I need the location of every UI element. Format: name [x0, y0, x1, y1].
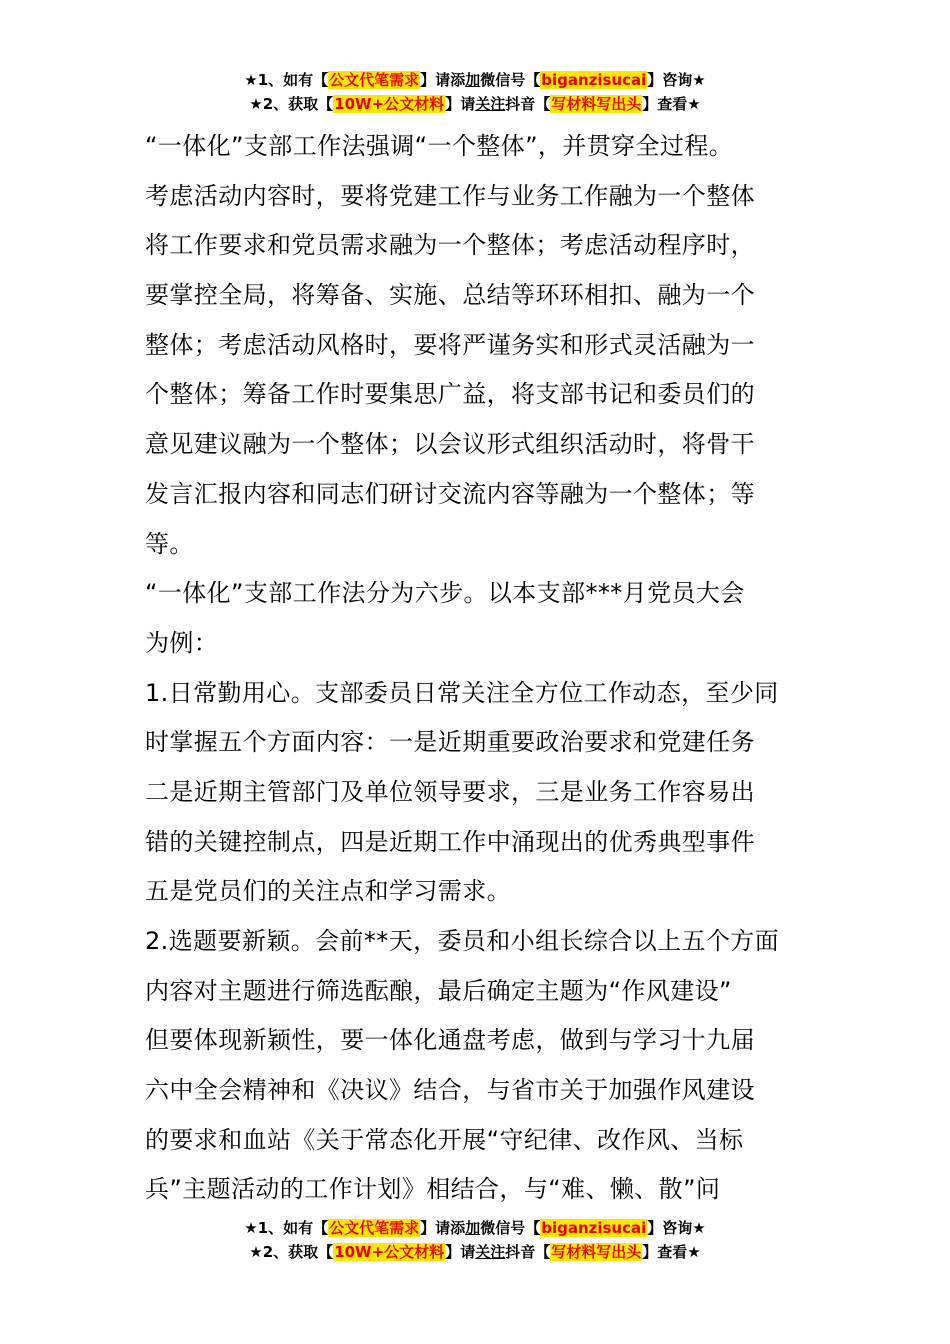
footer-line-2-text: 】请	[445, 1243, 476, 1261]
text-line: 个整体；筹备工作时要集思广益，将支部书记和委员们的	[145, 380, 755, 409]
header-line-2-text: ★2、获取【	[249, 95, 334, 113]
header-line-2-text: 抖音【	[505, 95, 551, 113]
text-line: 为例：	[145, 628, 219, 657]
text-line: 二是近期主管部门及单位领导要求，三是业务工作容易出	[145, 777, 755, 806]
footer-line-2-underlined: 关注	[475, 1243, 506, 1261]
header-banner	[0, 68, 950, 116]
text-line: 发言汇报内容和同志们研讨交流内容等融为一个整体；等	[145, 479, 755, 508]
header-line-2-text: 】请	[445, 95, 476, 113]
highlight-materials: 10W+公文材料	[334, 95, 445, 113]
footer-line-1-text: 】请添	[420, 1219, 466, 1237]
header-line-1-text: ★1、如有【	[244, 71, 329, 89]
text-line: 意见建议融为一个整体；以会议形式组织活动时，将骨干	[145, 430, 755, 459]
header-line-2-text: 】查看★	[642, 95, 701, 113]
header-line-1-text: 微信号【	[480, 71, 541, 89]
header-line-1-underlined: 加	[465, 71, 481, 89]
document-body	[145, 122, 815, 1215]
footer-line-1-underlined: 加	[465, 1219, 481, 1237]
text-line: 五是党员们的关注点和学习需求。	[145, 877, 511, 906]
text-line: “一体化”支部工作法强调“一个整体”，并贯穿全过程。	[145, 132, 734, 160]
text-line: 将工作要求和党员需求融为一个整体；考虑活动程序时，	[145, 231, 755, 260]
header-line-2-underlined: 关注	[475, 95, 506, 113]
text-line: 等。	[145, 529, 194, 558]
footer-banner	[0, 1216, 950, 1264]
highlight-wechat-id: biganzisucai	[541, 71, 647, 89]
highlight-wechat-id: biganzisucai	[541, 1219, 647, 1237]
highlight-service: 公文代笔需求	[329, 71, 420, 89]
footer-line-1-text: 微信号【	[480, 1219, 541, 1237]
footer-line-2-text: ★2、获取【	[249, 1243, 334, 1261]
text-line: 错的关键控制点，四是近期工作中涌现出的优秀典型事件	[145, 827, 755, 856]
text-line: 的要求和血站《关于常态化开展“守纪律、改作风、当标	[145, 1125, 744, 1154]
text-line: 内容对主题进行筛选酝酿，最后确定主题为“作风建设”	[145, 976, 732, 1005]
footer-line-2-text: 】查看★	[642, 1243, 701, 1261]
footer-line-1-text: ★1、如有【	[244, 1219, 329, 1237]
header-line-1	[0, 68, 950, 92]
header-line-1-text: 】咨询★	[647, 71, 706, 89]
highlight-materials: 10W+公文材料	[334, 1243, 445, 1261]
text-line: “一体化”支部工作法分为六步。以本支部***月党员大会	[145, 579, 745, 608]
text-line: 要掌控全局，将筹备、实施、总结等环环相扣、融为一个	[145, 281, 755, 310]
footer-line-2	[0, 1240, 950, 1264]
text-line: 时掌握五个方面内容：一是近期重要政治要求和党建任务	[145, 728, 755, 757]
text-line: 兵”主题活动的工作计划》相结合，与“难、懒、散”问	[145, 1175, 721, 1204]
text-line: 2.选题要新颖。会前**天，委员和小组长综合以上五个方面	[145, 927, 780, 955]
text-line: 1.日常勤用心。支部委员日常关注全方位工作动态，至少同	[145, 678, 779, 707]
text-line: 但要体现新颖性，要一体化通盘考虑，做到与学习十九届	[145, 1026, 755, 1055]
footer-line-1-text: 】咨询★	[647, 1219, 706, 1237]
header-line-2	[0, 92, 950, 116]
text-line: 考虑活动内容时，要将党建工作与业务工作融为一个整体	[145, 181, 755, 210]
highlight-douyin: 写材料写出头	[551, 95, 642, 113]
highlight-douyin: 写材料写出头	[551, 1243, 642, 1261]
text-line: 六中全会精神和《决议》结合，与省市关于加强作风建设	[145, 1076, 755, 1105]
footer-line-2-text: 抖音【	[505, 1243, 551, 1261]
highlight-service: 公文代笔需求	[329, 1219, 420, 1237]
text-line: 整体；考虑活动风格时，要将严谨务实和形式灵活融为一	[145, 330, 755, 359]
header-line-1-text: 】请添	[420, 71, 466, 89]
footer-line-1	[0, 1216, 950, 1240]
